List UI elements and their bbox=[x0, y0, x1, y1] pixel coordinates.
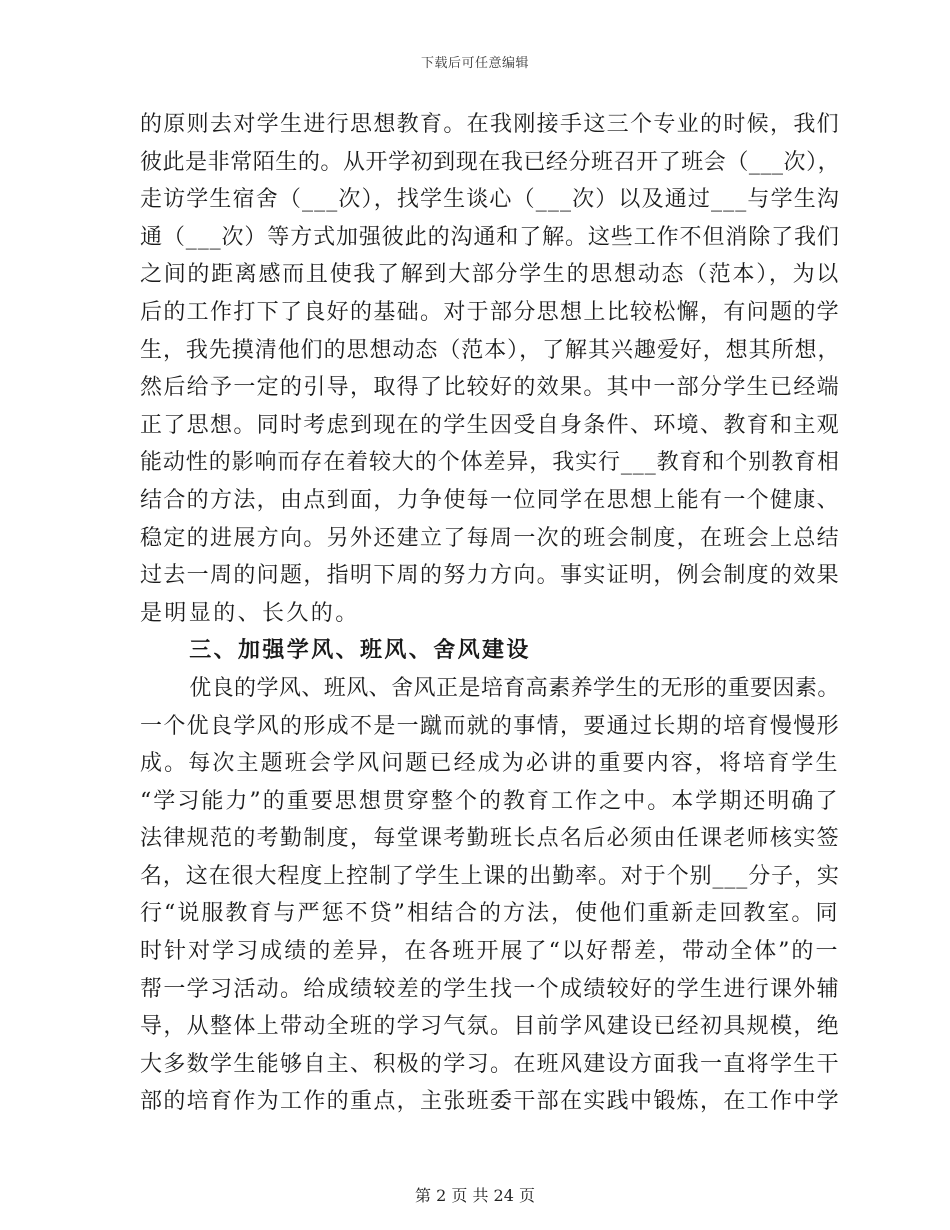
paragraph-line: 生，我先摸清他们的思想动态（范本），了解其兴趣爱好，想其所想， bbox=[140, 337, 841, 363]
paragraph-line: 正了思想。同时考虑到现在的学生因受自身条件、环境、教育和主观 bbox=[140, 412, 841, 438]
paragraph-line: 帮一学习活动。给成绩较差的学生找一个成绩较好的学生进行课外辅 bbox=[140, 976, 841, 1002]
page-footer: 第 2 页 共 24 页 bbox=[415, 1186, 535, 1205]
paragraph-line: 成。每次主题班会学风问题已经成为必讲的重要内容，将培育学生 bbox=[140, 751, 840, 777]
paragraph-line: 导，从整体上带动全班的学习气氛。目前学风建设已经初具规模，绝 bbox=[140, 1014, 841, 1040]
paragraph-line: 能动性的影响而存在着较大的个体差异，我实行___教育和个别教育相 bbox=[140, 450, 840, 476]
paragraph-line: 通（___次）等方式加强彼此的沟通和了解。这些工作不但消除了我们 bbox=[140, 224, 840, 250]
paragraph-line: 一个优良学风的形成不是一蹴而就的事情，要通过长期的培育慢慢形 bbox=[140, 713, 841, 739]
paragraph-line: 结合的方法，由点到面，力争使每一位同学在思想上能有一个健康、 bbox=[140, 487, 841, 513]
page-header: 下载后可任意编辑 bbox=[420, 56, 529, 71]
paragraph-line: 法律规范的考勤制度，每堂课考勤班长点名后必须由任课老师核实签 bbox=[140, 826, 841, 852]
paragraph-line: 是明显的、长久的。 bbox=[140, 600, 360, 626]
paragraph-line: 稳定的进展方向。另外还建立了每周一次的班会制度，在班会上总结 bbox=[140, 525, 841, 551]
paragraph-line: 然后给予一定的引导，取得了比较好的效果。其中一部分学生已经端 bbox=[140, 375, 841, 401]
paragraph-line: 大多数学生能够自主、积极的学习。在班风建设方面我一直将学生干 bbox=[140, 1051, 841, 1077]
paragraph-line: 走访学生宿舍（___次），找学生谈心（___次）以及通过___与学生沟 bbox=[140, 187, 841, 213]
paragraph-line: 过去一周的问题，指明下周的努力方向。事实证明，例会制度的效果 bbox=[140, 563, 841, 589]
paragraph-line: 部的培育作为工作的重点，主张班委干部在实践中锻炼，在工作中学 bbox=[140, 1089, 841, 1115]
paragraph-line: 行“说服教育与严惩不贷”相结合的方法，使他们重新走回教室。同 bbox=[140, 901, 840, 927]
paragraph-line: 后的工作打下了良好的基础。对于部分思想上比较松懈，有问题的学 bbox=[140, 299, 841, 325]
document-body bbox=[140, 106, 840, 1121]
paragraph-line: 彼此是非常陌生的。从开学初到现在我已经分班召开了班会（___次）， bbox=[140, 149, 841, 175]
section-heading: 三、加强学风、班风、舍风建设 bbox=[189, 637, 531, 664]
paragraph-line: 名，这在很大程度上控制了学生上课的出勤率。对于个别___分子，实 bbox=[140, 863, 840, 889]
paragraph-line: 之间的距离感而且使我了解到大部分学生的思想动态（范本），为以 bbox=[140, 262, 841, 288]
paragraph-line: 的原则去对学生进行思想教育。在我刚接手这三个专业的时候，我们 bbox=[140, 112, 841, 137]
paragraph-line: “学习能力”的重要思想贯穿整个的教育工作之中。本学期还明确了 bbox=[140, 788, 840, 814]
paragraph-line: 优良的学风、班风、舍风正是培育高素养学生的无形的重要因素。 bbox=[189, 675, 840, 701]
paragraph-line: 时针对学习成绩的差异，在各班开展了“以好帮差，带动全体”的一 bbox=[140, 939, 840, 965]
